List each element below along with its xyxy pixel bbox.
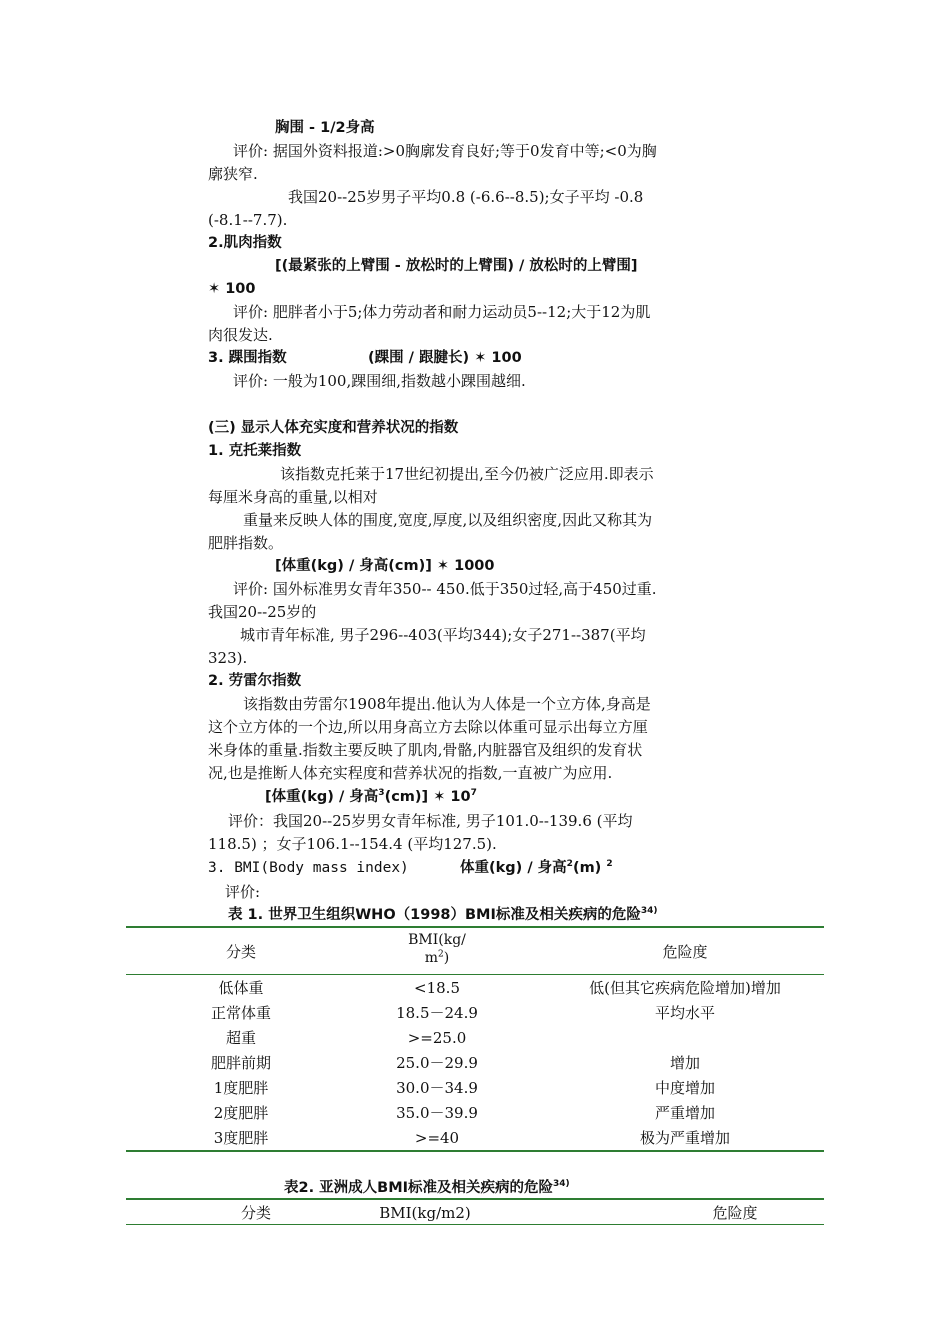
table2-caption: 表2. 亚洲成人BMI标准及相关疾病的危险$^{34)}$	[284, 1179, 570, 1196]
text-line: 评价:	[225, 883, 261, 901]
text-line: 肉很发达.	[208, 326, 273, 344]
text-line: 廓狭窄.	[208, 165, 258, 183]
text-line: 评价: 据国外资料报道:>0胸廓发育良好;等于0发育中等;<0为胸	[233, 142, 657, 160]
heading-ankle-index: 3. 踝围指数	[208, 350, 287, 366]
formula-muscle-tail: ✶ 100	[208, 281, 256, 297]
table1-header-risk: 危险度	[662, 943, 708, 961]
text-line: 重量来反映人体的围度,宽度,厚度,以及组织密度,因此又称其为	[243, 511, 653, 529]
table1-cell-bmi: >=40	[414, 1129, 460, 1147]
table1-cell-risk: 极为严重增加	[639, 1129, 730, 1147]
text-line: 评价：我国20--25岁男女青年标准, 男子101.0--139.6 (平均	[228, 812, 633, 830]
text-line: 该指数由劳雷尔1908年提出.他认为人体是一个立方体,身高是	[243, 695, 651, 713]
text-line: 这个立方体的一个边,所以用身高立方去除以体重可显示出每立方厘	[208, 718, 648, 736]
table1-cell-category: 正常体重	[210, 1004, 271, 1022]
table1-cell-category: 超重	[225, 1029, 256, 1047]
text-line: 评价: 肥胖者小于5;体力劳动者和耐力运动员5--12;大于12为肌	[233, 303, 651, 321]
table1-cell-bmi: 18.5－24.9	[396, 1004, 478, 1022]
table1-header-bmi: BMI(kg/ $m^2$)	[408, 932, 466, 966]
table1-cell-bmi: <18.5	[414, 979, 460, 997]
table2-header-rule	[126, 1224, 824, 1225]
table1-cell-risk: 增加	[669, 1054, 700, 1072]
table1-cell-category: 肥胖前期	[210, 1054, 271, 1072]
table1-cell-category: 3度肥胖	[213, 1129, 269, 1147]
table1-cell-category: 1度肥胖	[213, 1079, 269, 1097]
text-line: 况,也是推断人体充实程度和营养状况的指数,一直被广为应用.	[208, 764, 613, 782]
table2-header-category: 分类	[240, 1204, 271, 1222]
heading-muscle-index: 2.肌肉指数	[208, 235, 282, 251]
table1-header-category: 分类	[225, 943, 256, 961]
text-line: 城市青年标准, 男子296--403(平均344);女子271--387(平均	[240, 626, 646, 644]
section-heading-3: (三) 显示人体充实度和营养状况的指数	[208, 420, 459, 436]
heading-bmi: 3. BMI(Body mass index)	[208, 860, 409, 876]
table2-header-bmi: BMI(kg/m2)	[379, 1204, 471, 1222]
table1-cell-bmi: 25.0－29.9	[396, 1054, 478, 1072]
heading-rohrer: 2. 劳雷尔指数	[208, 673, 302, 689]
text-line: 323).	[208, 649, 248, 667]
formula-bmi: 体重(kg) / 身高$^2$(m) $^2$	[460, 859, 613, 876]
text-line: 评价: 国外标准男女青年350-- 450.低于350过轻,高于450过重.	[233, 580, 657, 598]
table1-cell-bmi: 35.0－39.9	[396, 1104, 478, 1122]
text-line: 评价: 一般为100,踝围细,指数越小踝围越细.	[233, 372, 526, 390]
formula-chest: 胸围 - 1/2身高	[275, 120, 375, 136]
heading-quetelet: 1. 克托莱指数	[208, 443, 302, 459]
table1-cell-risk: 中度增加	[654, 1079, 715, 1097]
text-line: (-8.1--7.7).	[208, 211, 288, 229]
formula-rohrer: [体重(kg) / 身高$^3$(cm)] ✶ $10^7$	[265, 788, 477, 805]
table1-caption: 表 1. 世界卫生组织WHO（1998）BMI标准及相关疾病的危险$^{34)}$	[228, 906, 658, 923]
text-line: 肥胖指数。	[208, 534, 284, 552]
table1-cell-risk: 平均水平	[654, 1004, 715, 1022]
table1-cell-category: 低体重	[218, 979, 264, 997]
table1-cell-category: 2度肥胖	[213, 1104, 269, 1122]
table1-top-rule	[126, 926, 824, 928]
formula-ankle: (踝围 / 跟腱长) ✶ 100	[368, 350, 522, 366]
table1-cell-bmi: 30.0－34.9	[396, 1079, 478, 1097]
table1-cell-risk: 低(但其它疾病危险增加)增加	[589, 979, 781, 997]
table1-header-rule	[126, 974, 824, 975]
table1-cell-risk: 严重增加	[654, 1104, 715, 1122]
text-line: 我国20--25岁的	[208, 603, 317, 621]
table2-top-rule	[126, 1198, 824, 1200]
text-line: 118.5) ；女子106.1--154.4 (平均127.5).	[208, 835, 497, 853]
text-line: 我国20--25岁男子平均0.8 (-6.6--8.5);女子平均 -0.8	[288, 188, 644, 206]
table1-cell-bmi: >=25.0	[407, 1029, 467, 1047]
table2-header-risk: 危险度	[712, 1204, 758, 1222]
text-line: 该指数克托莱于17世纪初提出,至今仍被广泛应用.即表示	[280, 465, 654, 483]
formula-quetelet: [体重(kg) / 身高(cm)] ✶ 1000	[275, 558, 495, 574]
text-line: 米身体的重量.指数主要反映了肌肉,骨骼,内脏器官及组织的发育状	[208, 741, 643, 759]
formula-muscle: [(最紧张的上臂围 - 放松时的上臂围) / 放松时的上臂围]	[275, 258, 638, 274]
text-line: 每厘米身高的重量,以相对	[208, 488, 378, 506]
table1-bottom-rule	[126, 1150, 824, 1152]
